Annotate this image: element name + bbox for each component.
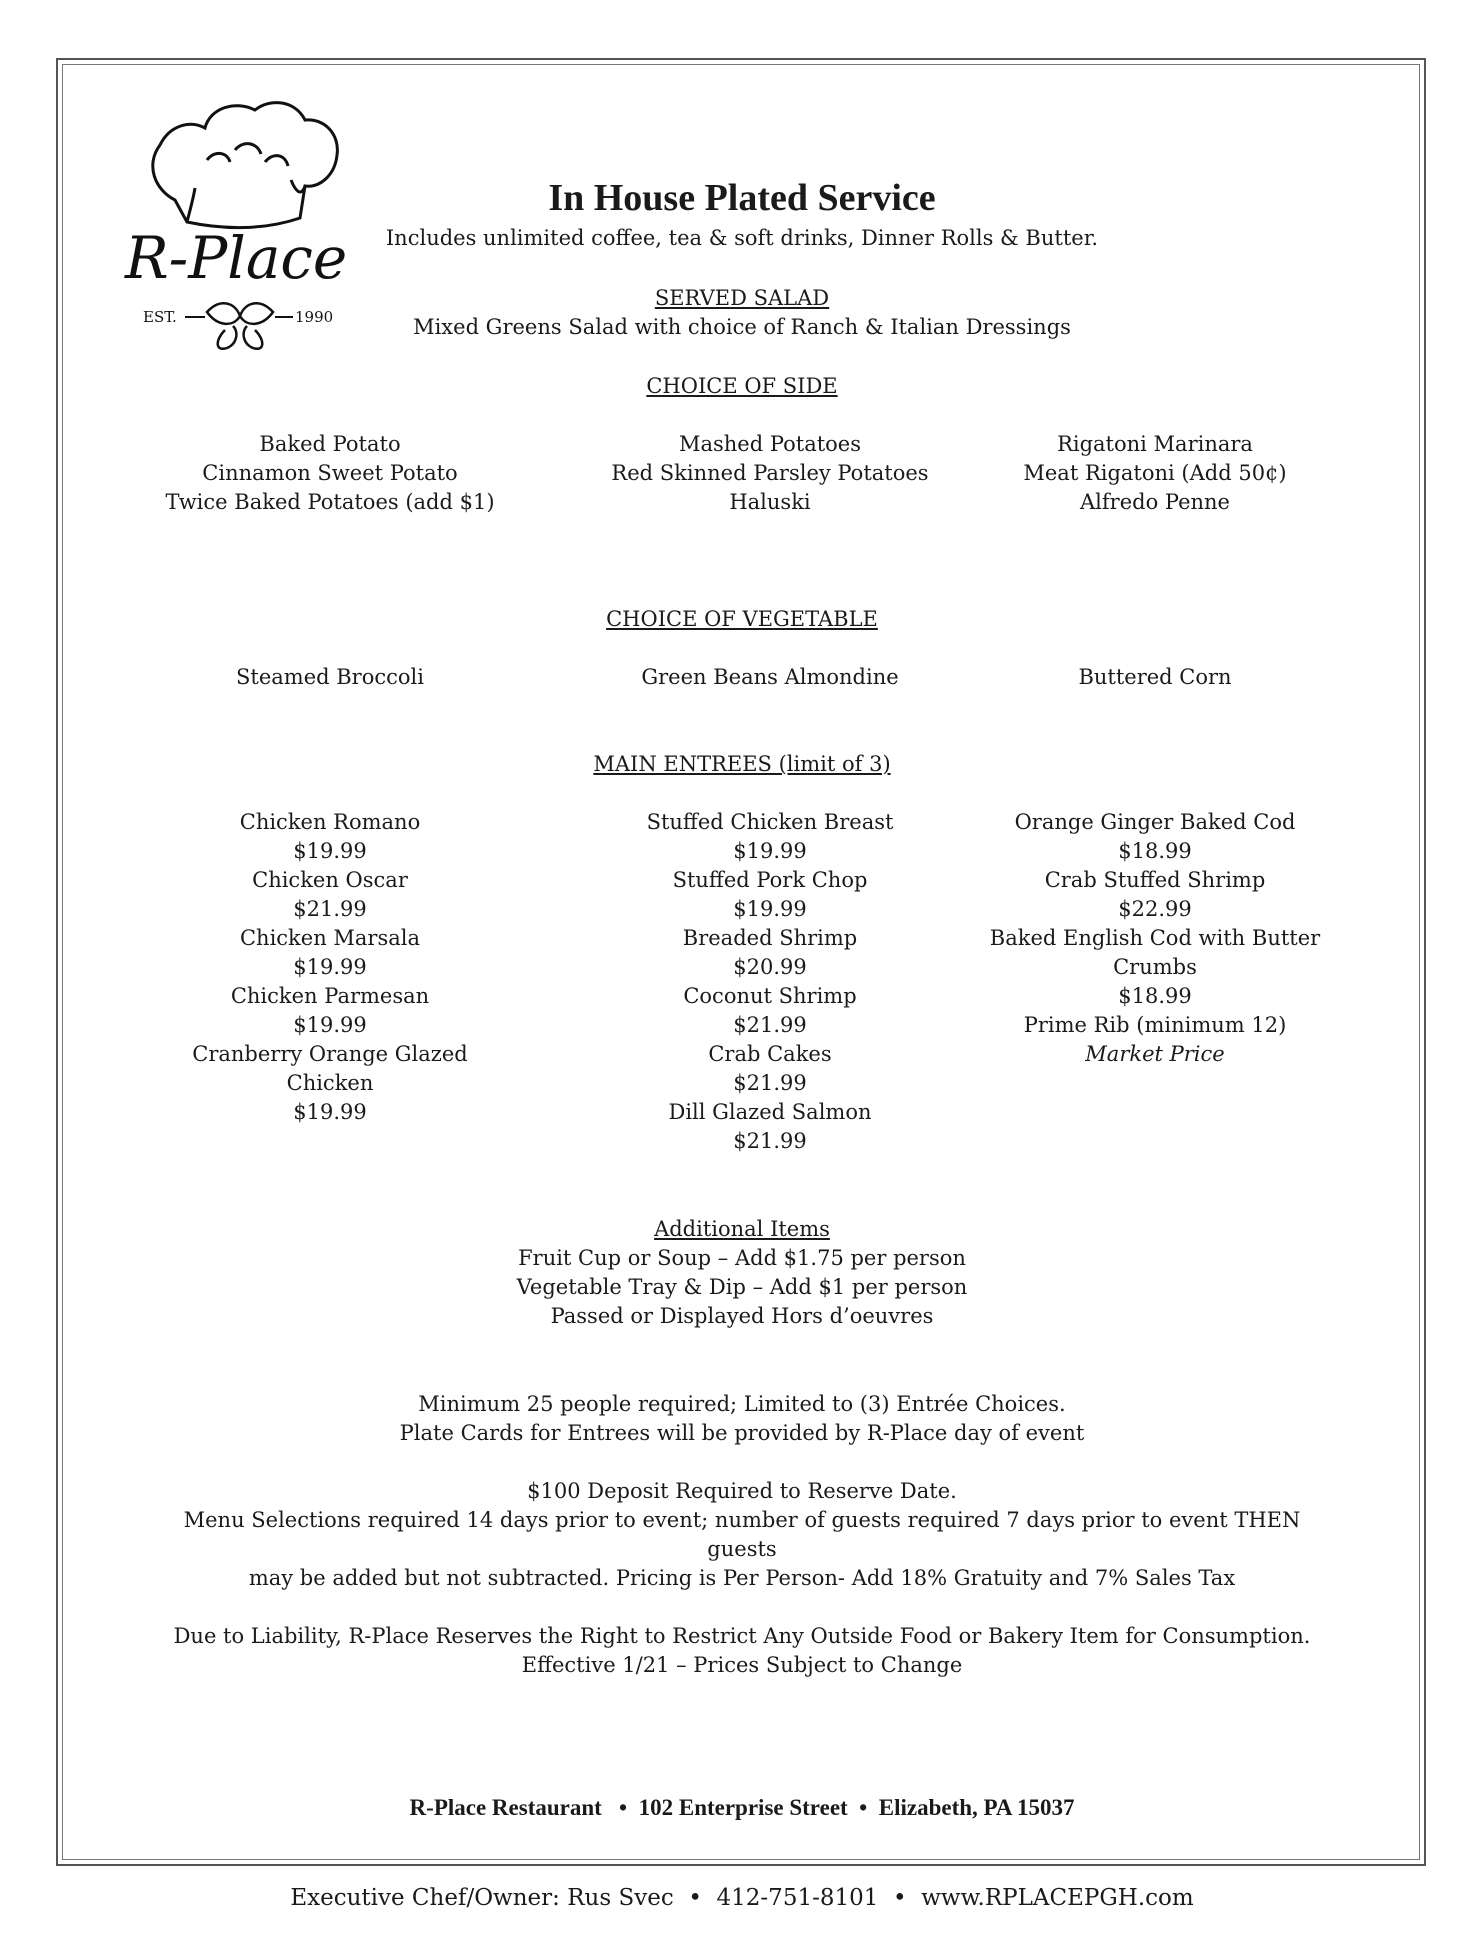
entree-price: $21.99: [293, 897, 367, 921]
salad-heading: SERVED SALAD: [654, 286, 830, 310]
entree-price: $18.99: [1118, 839, 1192, 863]
entree-price: $22.99: [1118, 897, 1192, 921]
entree-name: Chicken Marsala: [239, 926, 421, 950]
side-item: Haluski: [729, 490, 811, 514]
entree-price: $21.99: [733, 1071, 807, 1095]
vegetable-item: Green Beans Almondine: [641, 665, 899, 689]
entree-name: Prime Rib (minimum 12): [1023, 1013, 1287, 1037]
logo-est-label: EST.: [143, 308, 177, 326]
entree-price: $19.99: [293, 955, 367, 979]
note-effective: Effective 1/21 – Prices Subject to Change: [521, 1653, 963, 1677]
note-selections: Menu Selections required 14 days prior to event; number of guests required 7 days prior to event THEN guests: [183, 1508, 1301, 1561]
entrees-heading: MAIN ENTREES (limit of 3): [593, 752, 891, 776]
side-column-1: [160, 430, 500, 517]
page-title: In House Plated Service: [548, 177, 936, 219]
logo-name: R-Place: [125, 224, 348, 292]
entree-name: Stuffed Pork Chop: [672, 868, 868, 892]
side-item: Baked Potato: [259, 432, 401, 456]
entree-price: $21.99: [733, 1129, 807, 1153]
note-minimum: Minimum 25 people required; Limited to (3) Entrée Choices.: [418, 1392, 1066, 1416]
entree-name: Chicken: [286, 1071, 374, 1095]
entree-price: $19.99: [293, 1013, 367, 1037]
vegetable-item: Buttered Corn: [1078, 665, 1232, 689]
entree-name: Crab Stuffed Shrimp: [1044, 868, 1266, 892]
logo-year: 1990: [295, 308, 334, 326]
notes-block: [160, 1390, 1324, 1680]
entrees-column-2: [570, 808, 970, 1156]
entree-name: Crab Cakes: [708, 1042, 832, 1066]
side-item: Red Skinned Parsley Potatoes: [611, 461, 929, 485]
entree-name: Baked English Cod with Butter: [989, 926, 1321, 950]
side-item: Rigatoni Marinara: [1057, 432, 1253, 456]
vegetable-row: [160, 663, 1324, 692]
additional-heading: Additional Items: [654, 1217, 830, 1241]
entree-name: Orange Ginger Baked Cod: [1014, 810, 1296, 834]
entree-name: Chicken Parmesan: [230, 984, 430, 1008]
footer-address: R-Place Restaurant • 102 Enterprise Street • Elizabeth, PA 15037: [409, 1795, 1075, 1820]
note-pricing: may be added but not subtracted. Pricing is Per Person- Add 18% Gratuity and 7% Sales Tax: [248, 1566, 1236, 1590]
additional-item: Passed or Displayed Hors d’oeuvres: [550, 1304, 934, 1328]
entree-price: $19.99: [733, 839, 807, 863]
footer: [160, 1734, 1324, 1943]
side-item: Meat Rigatoni (Add 50¢): [1023, 461, 1287, 485]
side-item: Twice Baked Potatoes (add $1): [165, 490, 495, 514]
side-item: Mashed Potatoes: [678, 432, 862, 456]
entrees-columns: [160, 808, 1324, 1156]
entree-price: $19.99: [733, 897, 807, 921]
additional-item: Vegetable Tray & Dip – Add $1 per person: [516, 1275, 968, 1299]
entree-name: Dill Glazed Salmon: [668, 1100, 872, 1124]
side-item: Cinnamon Sweet Potato: [202, 461, 458, 485]
vegetable-heading: CHOICE OF VEGETABLE: [606, 607, 878, 631]
page-subtitle: Includes unlimited coffee, tea & soft drinks, Dinner Rolls & Butter.: [385, 226, 1099, 250]
entree-name: Cranberry Orange Glazed: [192, 1042, 468, 1066]
entree-name: Chicken Romano: [239, 810, 421, 834]
entree-price: $19.99: [293, 839, 367, 863]
salad-text: Mixed Greens Salad with choice of Ranch & Italian Dressings: [413, 315, 1071, 339]
vegetable-item: Steamed Broccoli: [236, 665, 424, 689]
side-column-2: [570, 430, 970, 517]
entree-price: $19.99: [293, 1100, 367, 1124]
entrees-column-3: [985, 808, 1325, 1156]
entrees-column-1: [160, 808, 500, 1156]
side-item: Alfredo Penne: [1080, 490, 1230, 514]
note-plate-cards: Plate Cards for Entrees will be provided by R-Place day of event: [399, 1421, 1085, 1445]
entree-name: Coconut Shrimp: [683, 984, 857, 1008]
side-column-3: [985, 430, 1325, 517]
entree-price: $21.99: [733, 1013, 807, 1037]
entree-name: Crumbs: [1113, 955, 1197, 979]
side-heading: CHOICE OF SIDE: [646, 374, 838, 398]
entree-market-price: Market Price: [1085, 1042, 1225, 1066]
entree-name: Breaded Shrimp: [682, 926, 858, 950]
entree-name: Stuffed Chicken Breast: [646, 810, 894, 834]
additional-item: Fruit Cup or Soup – Add $1.75 per person: [518, 1246, 966, 1270]
note-liability: Due to Liability, R-Place Reserves the Right to Restrict Any Outside Food or Bakery Item for Consumption.: [173, 1624, 1311, 1648]
entree-price: $20.99: [733, 955, 807, 979]
entree-name: Chicken Oscar: [252, 868, 408, 892]
side-columns: [160, 430, 1324, 517]
entree-price: $18.99: [1118, 984, 1192, 1008]
note-deposit: $100 Deposit Required to Reserve Date.: [527, 1479, 957, 1503]
footer-contact: Executive Chef/Owner: Rus Svec • 412-751-8101 • www.RPLACEPGH.com: [290, 1885, 1194, 1911]
